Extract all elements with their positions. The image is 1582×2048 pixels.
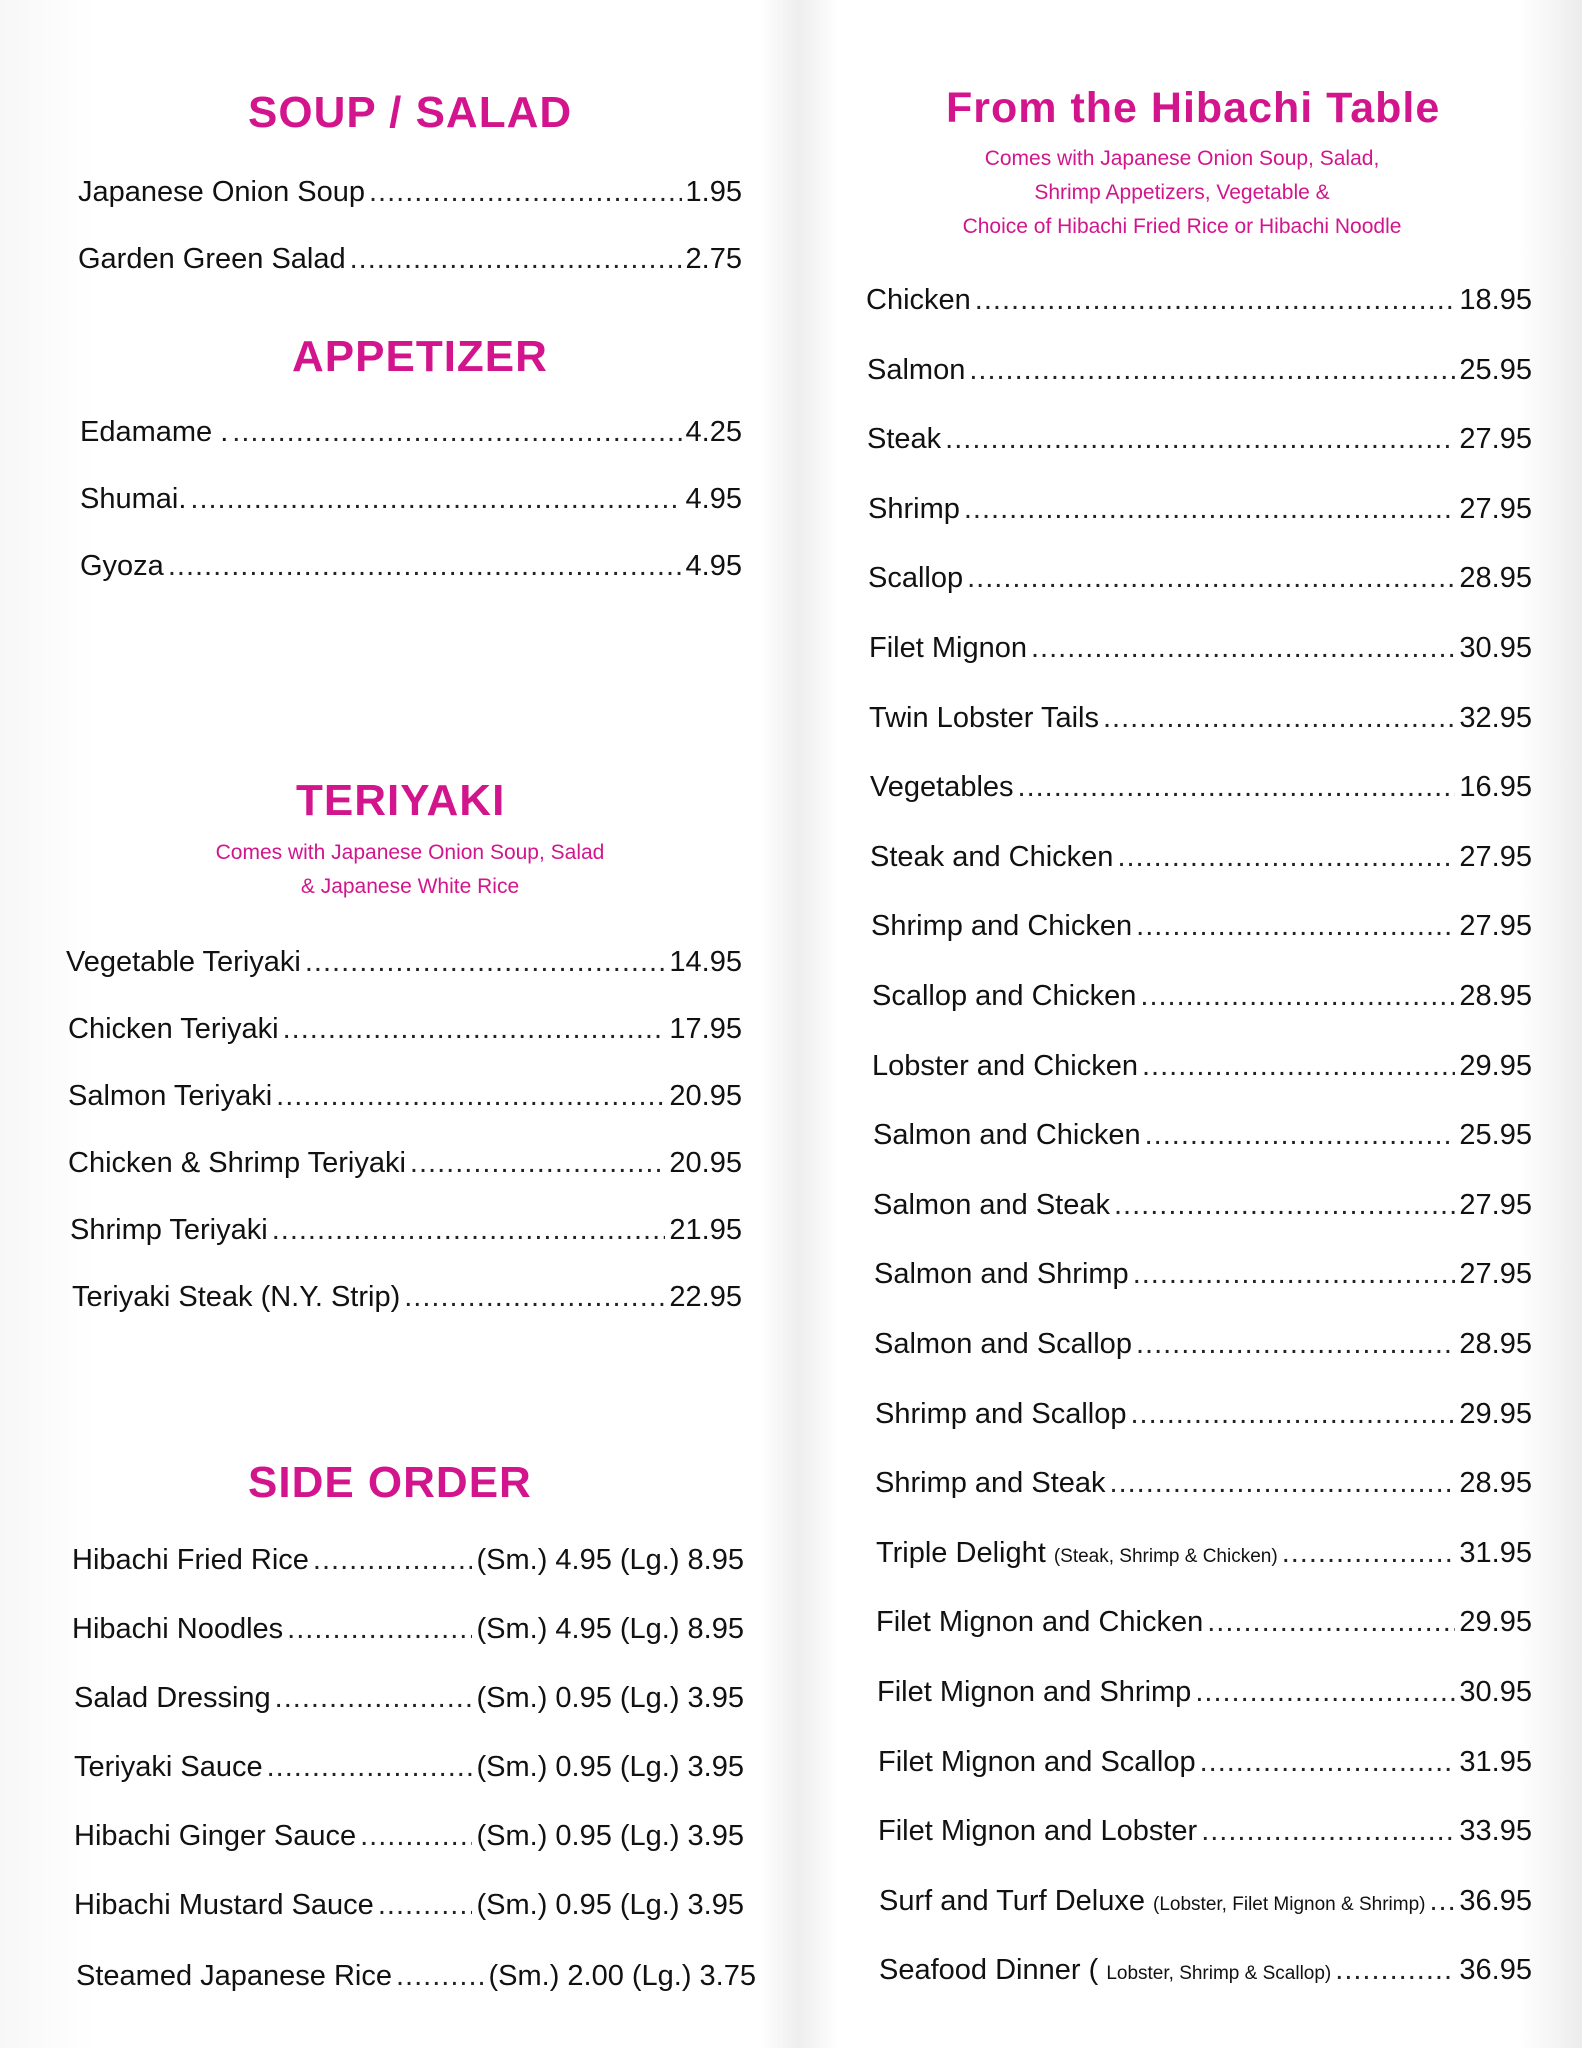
side-order-item: Hibachi Ginger Sauce ..... (Sm.) 0.95 (Lg.) 3.95 xyxy=(74,1820,744,1853)
hibachi-item: Steak and Chicken ..... 27.95 xyxy=(870,841,1532,874)
hibachi-note: Comes with Japanese Onion Soup, Salad, Shrimp Appetizers, Vegetable & Choice of Hibachi Fried Rice or Hibachi Noodle xyxy=(962,147,1402,238)
hibachi-item: Chicken ..... 18.95 xyxy=(866,284,1532,317)
side-order-item: Hibachi Noodles ..... (Sm.) 4.95 (Lg.) 8.95 xyxy=(72,1613,744,1646)
menu-item: Teriyaki Steak (N.Y. Strip) ..... 22.95 xyxy=(72,1281,742,1314)
hibachi-item: Vegetables ..... 16.95 xyxy=(870,771,1532,804)
hibachi-item: Salmon and Scallop ..... 28.95 xyxy=(874,1328,1532,1361)
side-order-item: Salad Dressing ..... (Sm.) 0.95 (Lg.) 3.95 xyxy=(74,1682,744,1715)
hibachi-item: Steak ..... 27.95 xyxy=(867,423,1532,456)
hibachi-item: Salmon ..... 25.95 xyxy=(867,354,1532,387)
hibachi-item: Salmon and Steak ..... 27.95 xyxy=(873,1189,1532,1222)
hibachi-item: Shrimp and Scallop ..... 29.95 xyxy=(875,1398,1532,1431)
appetizer-heading: APPETIZER xyxy=(292,332,548,381)
side-order-item: Teriyaki Sauce ..... (Sm.) 0.95 (Lg.) 3.95 xyxy=(74,1751,744,1784)
hibachi-item: Scallop ..... 28.95 xyxy=(868,562,1532,595)
menu-item: Edamame . ..... 4.25 xyxy=(80,416,742,449)
menu-item: Salmon Teriyaki ..... 20.95 xyxy=(68,1080,742,1113)
hibachi-item: Seafood Dinner ( Lobster, Shrimp & Scallop) ..... 36.95 xyxy=(879,1954,1532,1987)
menu-item: Shumai. ..... 4.95 xyxy=(80,483,742,516)
side-order-item: Steamed Japanese Rice ..... (Sm.) 2.00 (Lg.) 3.75 xyxy=(76,1960,756,1993)
hibachi-item: Shrimp and Chicken ..... 27.95 xyxy=(871,910,1532,943)
menu-item: Gyoza ..... 4.95 xyxy=(80,550,742,583)
teriyaki-note: Comes with Japanese Onion Soup, Salad & Japanese White Rice xyxy=(215,841,605,898)
hibachi-item: Filet Mignon and Chicken ..... 29.95 xyxy=(876,1606,1532,1639)
hibachi-item: Salmon and Shrimp ..... 27.95 xyxy=(874,1258,1532,1291)
hibachi-item: Twin Lobster Tails ..... 32.95 xyxy=(869,702,1532,735)
hibachi-item: Shrimp and Steak ..... 28.95 xyxy=(875,1467,1532,1500)
hibachi-item: Filet Mignon ..... 30.95 xyxy=(869,632,1532,665)
menu-item: Vegetable Teriyaki ..... 14.95 xyxy=(66,946,742,979)
hibachi-item: Salmon and Chicken ..... 25.95 xyxy=(873,1119,1532,1152)
hibachi-item: Scallop and Chicken ..... 28.95 xyxy=(872,980,1532,1013)
menu-item: Shrimp Teriyaki ..... 21.95 xyxy=(70,1214,742,1247)
teriyaki-heading: TERIYAKI xyxy=(296,776,506,825)
hibachi-item: Filet Mignon and Shrimp ..... 30.95 xyxy=(877,1676,1532,1709)
hibachi-item: Filet Mignon and Scallop ..... 31.95 xyxy=(878,1746,1532,1779)
soup-salad-heading: SOUP / SALAD xyxy=(248,88,573,137)
hibachi-heading: From the Hibachi Table xyxy=(946,84,1441,132)
hibachi-item: Surf and Turf Deluxe (Lobster, Filet Mignon & Shrimp) ..... 36.95 xyxy=(879,1885,1532,1918)
side-order-item: Hibachi Mustard Sauce ..... (Sm.) 0.95 (Lg.) 3.95 xyxy=(74,1889,744,1922)
menu-item: Japanese Onion Soup ..... 1.95 xyxy=(78,176,742,209)
side-order-heading: SIDE ORDER xyxy=(248,1458,532,1507)
hibachi-item: Shrimp ..... 27.95 xyxy=(868,493,1532,526)
side-order-item: Hibachi Fried Rice ..... (Sm.) 4.95 (Lg.) 8.95 xyxy=(72,1544,744,1577)
menu-item: Garden Green Salad ..... 2.75 xyxy=(78,243,742,276)
hibachi-item: Triple Delight (Steak, Shrimp & Chicken) ..... 31.95 xyxy=(876,1537,1532,1570)
hibachi-item: Filet Mignon and Lobster ..... 33.95 xyxy=(878,1815,1532,1848)
hibachi-item: Lobster and Chicken ..... 29.95 xyxy=(872,1050,1532,1083)
menu-item: Chicken & Shrimp Teriyaki ..... 20.95 xyxy=(68,1147,742,1180)
menu-item: Chicken Teriyaki ..... 17.95 xyxy=(68,1013,742,1046)
